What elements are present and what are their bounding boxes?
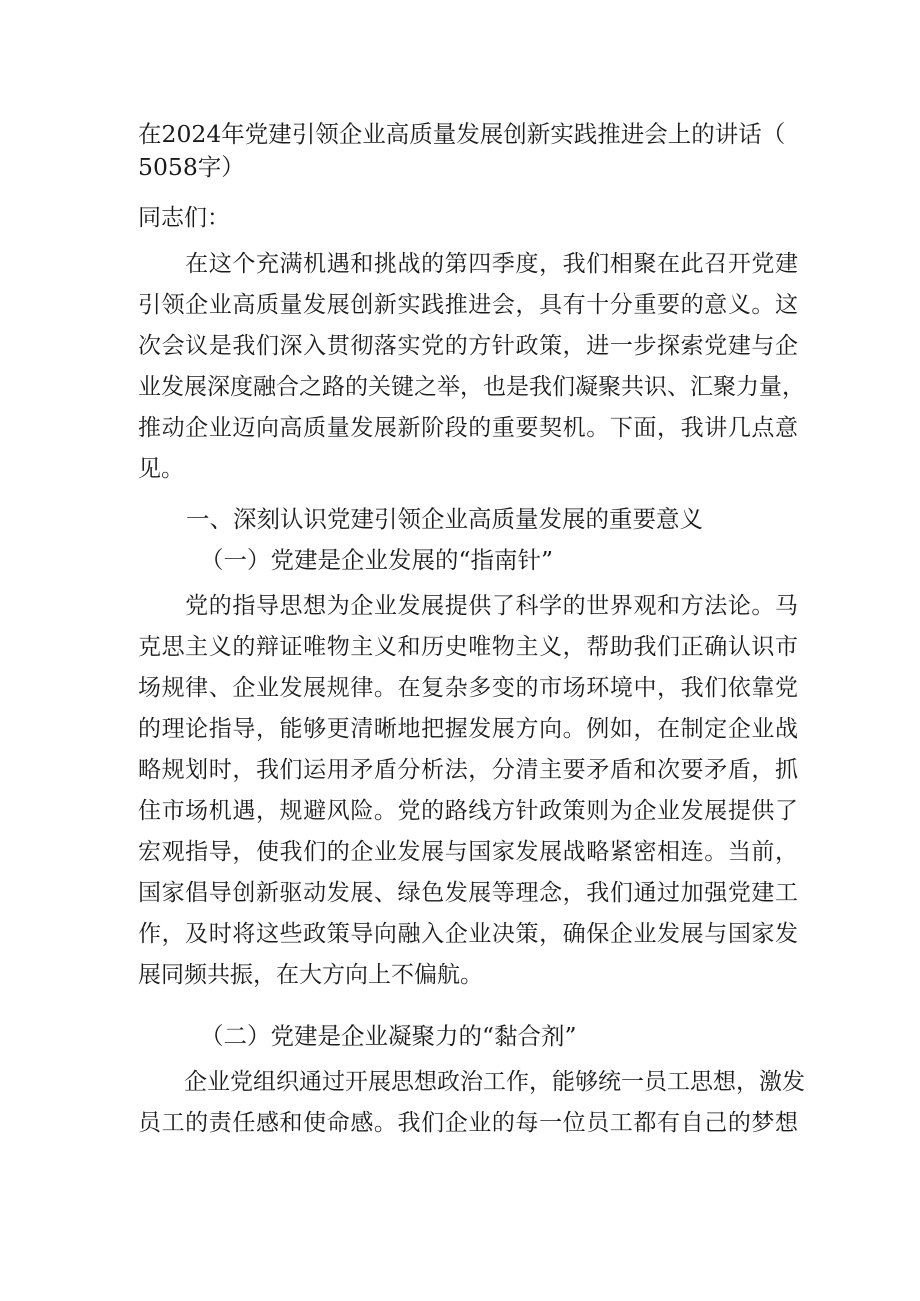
sub1-heading: （一）党建是企业发展的“指南针” — [200, 546, 554, 574]
intro-line-2: 引领企业高质量发展创新实践推进会，具有十分重要的意义。这 — [138, 292, 798, 318]
salutation: 同志们： — [138, 205, 230, 231]
section1-heading: 一、深刻认识党建引领企业高质量发展的重要意义 — [186, 505, 703, 533]
sub1-line-4: 的理论指导，能够更清晰地把握发展方向。例如，在制定企业战 — [138, 716, 798, 742]
intro-line-6: 见。 — [138, 456, 184, 482]
intro-line-4: 业发展深度融合之路的关键之举，也是我们凝聚共识、汇聚力量， — [138, 374, 805, 400]
sub2-line-1: 企业党组织通过开展思想政治工作，能够统一员工思想，激发 — [138, 1069, 805, 1095]
sub1-line-10: 展同频共振，在大方向上不偏航。 — [138, 962, 483, 988]
sub1-line-7: 宏观指导，使我们的企业发展与国家发展战略紧密相连。当前， — [138, 839, 798, 865]
intro-line-5: 推动企业迈向高质量发展新阶段的重要契机。下面，我讲几点意 — [138, 415, 798, 441]
sub1-line-3: 场规律、企业发展规律。在复杂多变的市场环境中，我们依靠党 — [138, 675, 798, 701]
sub1-line-6: 住市场机遇，规避风险。党的路线方针政策则为企业发展提供了 — [138, 798, 798, 824]
sub1-line-1: 党的指导思想为企业发展提供了科学的世界观和方法论。马 — [138, 593, 798, 619]
sub1-line-8: 国家倡导创新驱动发展、绿色发展等理念，我们通过加强党建工 — [138, 880, 798, 906]
sub1-line-5: 略规划时，我们运用矛盾分析法，分清主要矛盾和次要矛盾，抓 — [138, 757, 798, 783]
title-line-1: 在2024年党建引领企业高质量发展创新实践推进会上的讲话（ — [138, 120, 786, 148]
sub2-heading: （二）党建是企业凝聚力的“黏合剂” — [200, 1022, 577, 1050]
sub2-line-2: 员工的责任感和使命感。我们企业的每一位员工都有自己的梦想 — [138, 1110, 798, 1136]
intro-line-1: 在这个充满机遇和挑战的第四季度，我们相聚在此召开党建 — [138, 251, 798, 277]
document-title — [138, 118, 798, 184]
sub1-line-2: 克思主义的辩证唯物主义和历史唯物主义，帮助我们正确认识市 — [138, 634, 798, 660]
sub1-line-9: 作，及时将这些政策导向融入企业决策，确保企业发展与国家发 — [138, 921, 798, 947]
title-line-2: 5058字） — [138, 153, 245, 181]
intro-line-3: 次会议是我们深入贯彻落实党的方针政策，进一步探索党建与企 — [138, 333, 798, 359]
